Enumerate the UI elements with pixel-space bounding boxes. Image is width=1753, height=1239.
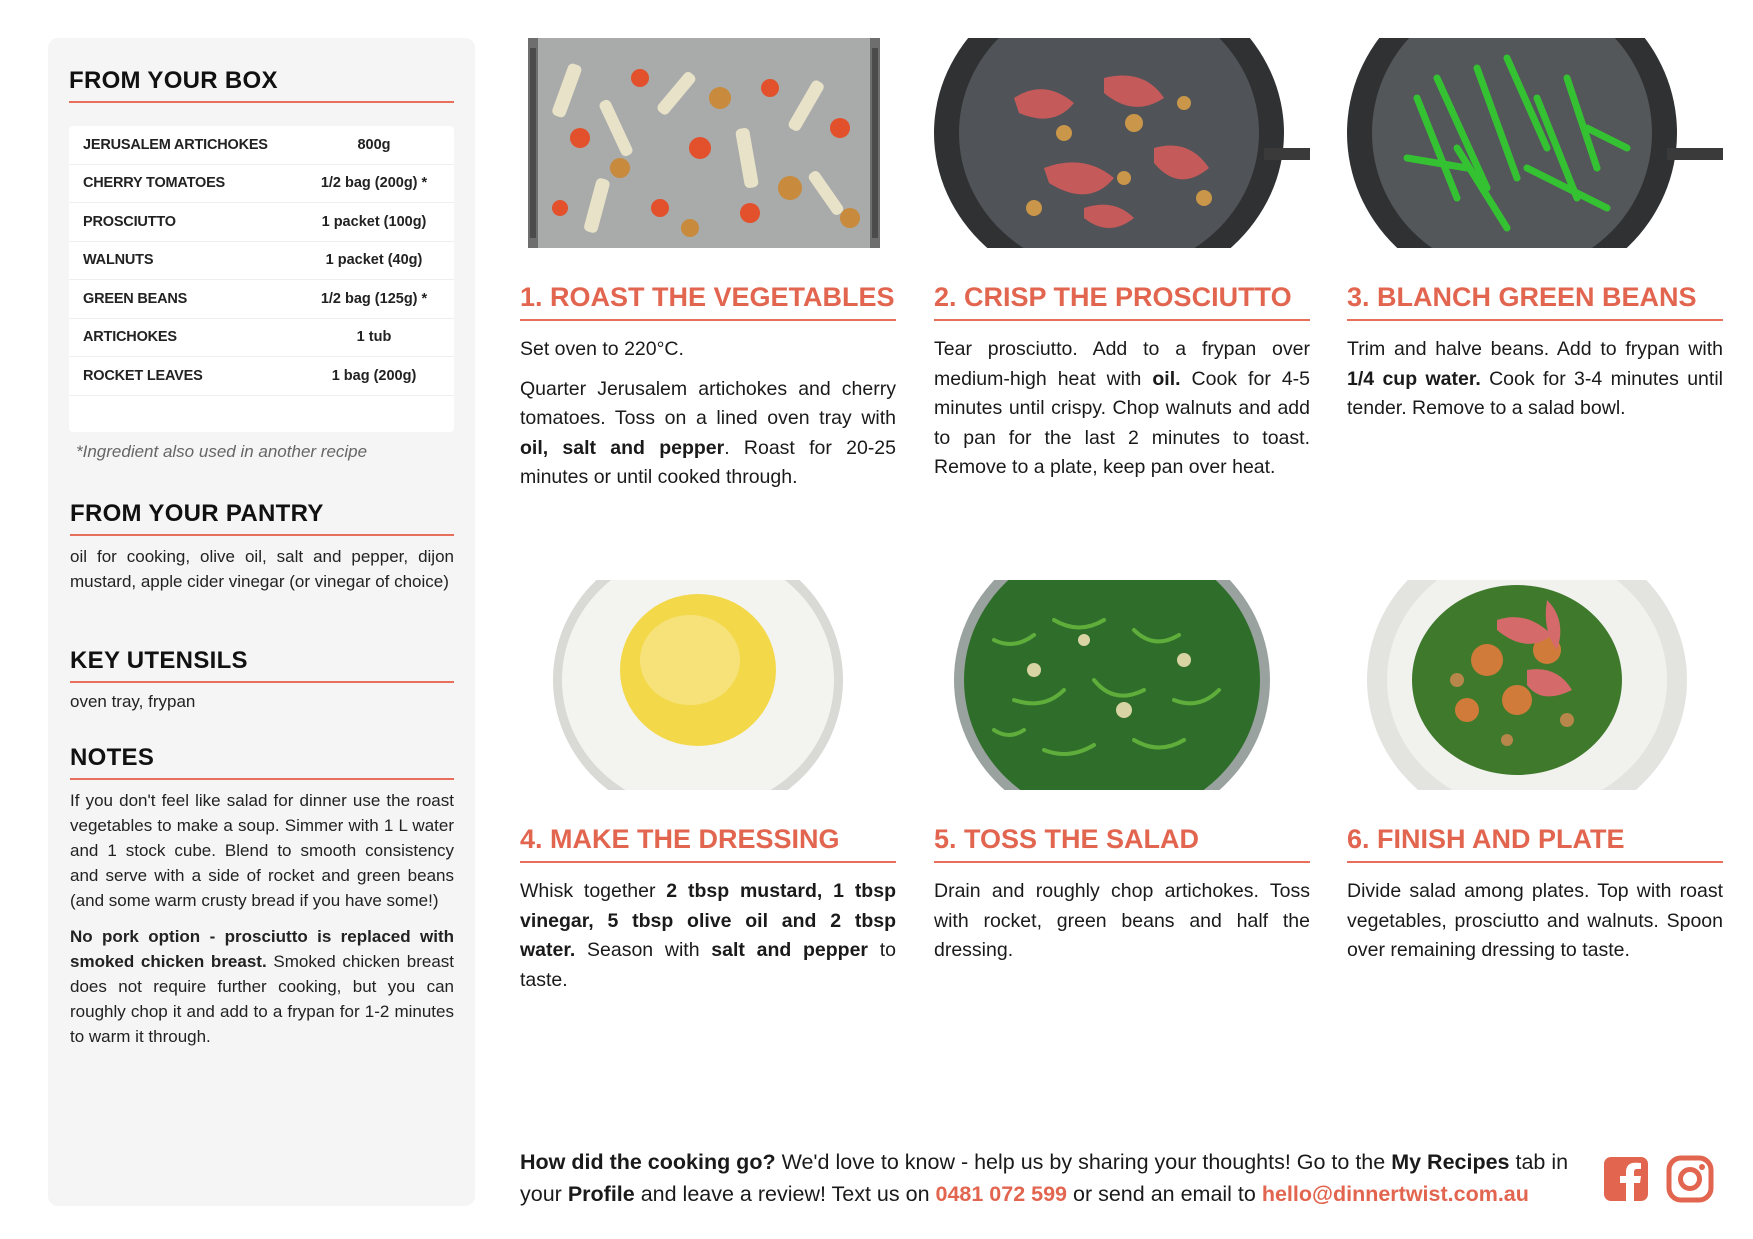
feedback-question: How did the cooking go? [520,1150,776,1174]
roast-vegetables-photo [520,38,896,248]
step-body [520,335,896,493]
step-title: 5. TOSS THE SALAD [934,824,1310,863]
step-4 [520,580,896,1005]
email-link[interactable]: hello@dinnertwist.com.au [1261,1182,1529,1206]
feedback-footer [520,1146,1580,1210]
step-text: to taste. [520,939,896,991]
ingredients-sidebar [48,38,475,1206]
step-body [520,877,896,995]
key-utensils-title: KEY UTENSILS [70,647,454,683]
pantry-text: oil for cooking, olive oil, salt and pepper, dijon mustard, apple cider vinegar (or vinegar of choice) [70,547,454,591]
step-title: 2. CRISP THE PROSCIUTTO [934,282,1310,321]
step-bold: 2 tbsp mustard, 1 tbsp vinegar, 5 tbsp olive oil and 2 tbsp water. [520,880,896,961]
from-your-box-title: FROM YOUR BOX [69,67,454,103]
step-text: Quarter Jerusalem artichokes and cherry tomatoes. Toss on a lined oven tray with [520,377,896,429]
footer-text: and leave a review! Text us on [634,1182,936,1206]
ingredient-qty: 1/2 bag (125g) * [320,290,428,307]
footer-text: or send an email to [1067,1182,1262,1206]
ingredient-row [69,165,454,204]
notes-text-rest: Smoked chicken breast does not require further cooking, but you can roughly chop it and add to a frypan for 1-2 minutes to warm it through. [70,952,454,1046]
step-2 [934,38,1310,493]
step-body [934,877,1310,966]
step-5 [934,580,1310,976]
profile-label: Profile [567,1182,635,1206]
step-text: Tear prosciutto. Add to a frypan over medium-high heat with [934,338,1310,390]
step-title: 6. FINISH AND PLATE [1347,824,1723,863]
ingredient-name: GREEN BEANS [83,290,188,307]
step-body [1347,335,1723,424]
step-text: Season with [575,939,712,961]
step-paragraph: Set oven to 220°C. [520,338,684,360]
ingredient-qty: 1 bag (200g) [331,367,417,384]
step-paragraph [520,375,896,493]
footer-text: We'd love to know - help us by sharing your thoughts! Go to the [775,1150,1392,1174]
step-paragraph: Divide salad among plates. Top with roast vegetables, prosciutto and walnuts. Spoon over remaining dressing to taste. [1347,880,1723,961]
step-text: . Roast for 20-25 minutes or until cooked through. [520,436,896,488]
step-bold: salt and pepper [711,939,869,961]
step-1 [520,38,896,503]
from-your-pantry-title: FROM YOUR PANTRY [70,500,454,536]
step-paragraph: Drain and roughly chop artichokes. Toss with rocket, green beans and half the dressing. [934,880,1310,961]
step-text: Cook for 4-5 minutes until crispy. Chop walnuts and add to pan for the last 2 minutes to toast. Remove to a plate, keep pan over heat. [934,367,1310,478]
ingredient-row [69,242,454,281]
ingredient-name: JERUSALEM ARTICHOKES [83,136,268,153]
ingredient-footnote: *Ingredient also used in another recipe [76,442,368,461]
ingredient-name: ARTICHOKES [83,329,177,346]
ingredient-name: PROSCIUTTO [83,213,176,230]
notes-text [70,788,454,1060]
crisp-prosciutto-photo [934,38,1310,248]
green-beans-photo [1347,38,1723,248]
ingredient-row [69,126,454,165]
notes-title: NOTES [70,744,454,780]
ingredient-table [69,126,454,432]
step-title: 4. MAKE THE DRESSING [520,824,896,863]
my-recipes-label: My Recipes [1391,1150,1510,1174]
ingredient-qty: 800g [357,136,391,153]
ingredient-name: CHERRY TOMATOES [83,175,226,192]
step-6 [1347,580,1723,976]
toss-salad-photo [934,580,1310,790]
ingredient-name: WALNUTS [83,252,154,269]
ingredient-qty: 1/2 bag (200g) * [320,175,428,192]
step-text: Cook for 3-4 minutes until tender. Remove to a salad bowl. [1347,367,1723,419]
step-3 [1347,38,1723,434]
ingredient-qty: 1 tub [356,329,392,346]
dressing-photo [520,580,896,790]
ingredient-row [69,357,454,396]
step-paragraph [934,335,1310,483]
step-bold: oil. [1152,367,1181,390]
step-bold: oil, salt and pepper [520,436,725,459]
utensils-text: oven tray, frypan [70,692,196,711]
step-paragraph [1347,335,1723,424]
ingredient-row [69,319,454,358]
ingredient-row [69,280,454,319]
notes-bold: No pork option - prosciutto is replaced with smoked chicken breast. [70,927,454,971]
step-text: Trim and halve beans. Add to frypan with [1347,338,1723,360]
notes-paragraph [70,924,454,1049]
notes-paragraph: If you don't feel like salad for dinner use the roast vegetables to make a soup. Simmer with 1 L water and 1 stock cube. Blend to smooth consistency and serve with a side of rocket and green beans (and some warm crusty bread if you have some!) [70,791,454,910]
step-title: 1. ROAST THE VEGETABLES [520,282,896,321]
step-paragraph [520,877,896,995]
phone-link[interactable]: 0481 072 599 [935,1182,1068,1206]
instagram-icon[interactable] [1666,1155,1714,1203]
step-bold: 1/4 cup water. [1347,367,1481,390]
ingredient-row [69,203,454,242]
step-body [934,335,1310,483]
ingredient-qty: 1 packet (40g) [325,252,423,269]
step-title: 3. BLANCH GREEN BEANS [1347,282,1723,321]
facebook-icon[interactable] [1602,1155,1650,1203]
step-body [1347,877,1723,966]
ingredient-qty: 1 packet (100g) [321,213,427,230]
footer-text: tab in your [520,1150,1569,1206]
finished-plate-photo [1347,580,1723,790]
step-text: Whisk together [520,880,667,902]
ingredient-name: ROCKET LEAVES [83,367,203,384]
